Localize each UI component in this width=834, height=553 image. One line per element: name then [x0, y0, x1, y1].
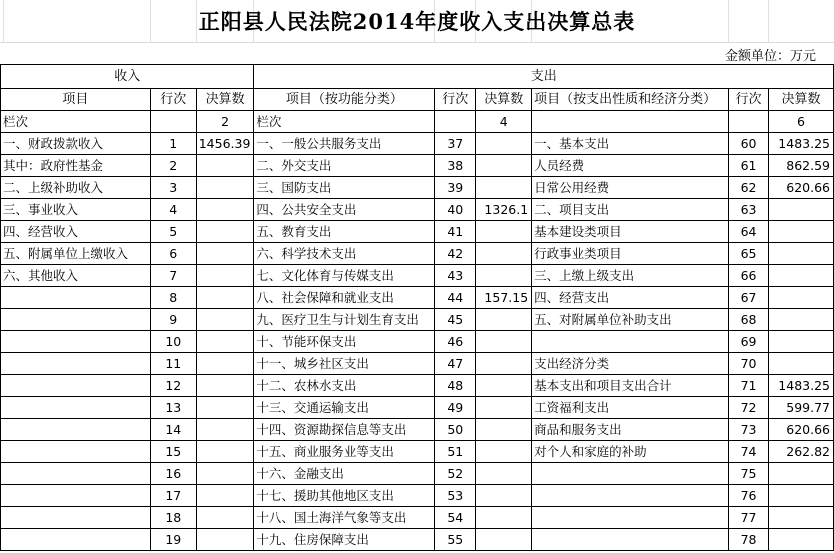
income-amount-cell[interactable]: [196, 507, 254, 529]
table-row: [1, 155, 834, 177]
econ-amount-cell[interactable]: [769, 507, 834, 529]
econ-amount-cell[interactable]: [769, 485, 834, 507]
func-item-cell[interactable]: 七、文化体育与传媒支出: [254, 265, 435, 287]
unit-row: [0, 42, 834, 64]
econ-item-cell[interactable]: 工资福利支出: [532, 397, 729, 419]
func-rowno-cell[interactable]: 47: [435, 353, 476, 375]
func-amount-cell[interactable]: [476, 375, 532, 397]
econ-rowno-cell[interactable]: 62: [729, 177, 769, 199]
econ-rowno-cell[interactable]: 69: [729, 331, 769, 353]
table-row: [1, 463, 834, 485]
column-header-row: [1, 89, 834, 111]
func-rowno-header[interactable]: 行次: [435, 89, 476, 111]
table-row: [1, 375, 834, 397]
income-rowno-cell[interactable]: 8: [150, 287, 196, 309]
econ-rowno-cell[interactable]: 71: [729, 375, 769, 397]
econ-rowno-cell[interactable]: 75: [729, 463, 769, 485]
unit-label: 金额单位：万元: [724, 49, 816, 64]
table-row: [1, 287, 834, 309]
func-amount-cell[interactable]: [476, 177, 532, 199]
econ-rowno-cell[interactable]: 64: [729, 221, 769, 243]
func-rowno-cell[interactable]: 43: [435, 265, 476, 287]
col-index-value[interactable]: 4: [476, 111, 532, 133]
income-rowno-cell[interactable]: 13: [150, 397, 196, 419]
col-index-label[interactable]: 栏次: [254, 111, 435, 133]
func-item-cell[interactable]: 十四、资源勘探信息等支出: [254, 419, 435, 441]
table-row: [1, 485, 834, 507]
title-row: [0, 0, 834, 43]
table-row: [1, 243, 834, 265]
econ-amount-cell[interactable]: 1483.25: [769, 375, 834, 397]
econ-amount-cell[interactable]: 1483.25: [769, 133, 834, 155]
income-rowno-cell[interactable]: 7: [150, 265, 196, 287]
income-rowno-cell[interactable]: 11: [150, 353, 196, 375]
income-item-cell[interactable]: [1, 331, 151, 353]
econ-amount-cell[interactable]: [769, 463, 834, 485]
col-index-cell[interactable]: [435, 111, 476, 133]
func-amount-cell[interactable]: [476, 397, 532, 419]
income-item-cell[interactable]: [1, 529, 151, 551]
col-index-cell[interactable]: [729, 111, 769, 133]
func-amount-cell[interactable]: [476, 507, 532, 529]
func-amount-cell[interactable]: [476, 243, 532, 265]
econ-amount-cell[interactable]: [769, 221, 834, 243]
econ-item-cell[interactable]: 五、对附属单位补助支出: [532, 309, 729, 331]
econ-amount-cell[interactable]: [769, 529, 834, 551]
func-amount-cell[interactable]: [476, 221, 532, 243]
income-amount-cell[interactable]: [196, 265, 254, 287]
func-rowno-cell[interactable]: 44: [435, 287, 476, 309]
income-rowno-cell[interactable]: 4: [150, 199, 196, 221]
income-item-cell[interactable]: [1, 397, 151, 419]
econ-item-cell[interactable]: 三、上缴上级支出: [532, 265, 729, 287]
func-rowno-cell[interactable]: 37: [435, 133, 476, 155]
income-amount-cell[interactable]: [196, 287, 254, 309]
income-item-cell[interactable]: [1, 441, 151, 463]
income-rowno-cell[interactable]: 18: [150, 507, 196, 529]
table-row: [1, 199, 834, 221]
income-item-cell[interactable]: [1, 507, 151, 529]
func-rowno-cell[interactable]: 54: [435, 507, 476, 529]
econ-item-cell[interactable]: [532, 463, 729, 485]
expense-section-header[interactable]: 支出: [254, 65, 834, 89]
func-item-cell[interactable]: 十八、国土海洋气象等支出: [254, 507, 435, 529]
income-item-cell[interactable]: 六、其他收入: [1, 265, 151, 287]
econ-rowno-cell[interactable]: 66: [729, 265, 769, 287]
income-amount-cell[interactable]: [196, 331, 254, 353]
income-item-cell[interactable]: [1, 375, 151, 397]
func-amount-cell[interactable]: [476, 485, 532, 507]
func-amount-cell[interactable]: [476, 265, 532, 287]
income-item-cell[interactable]: [1, 309, 151, 331]
income-rowno-cell[interactable]: 19: [150, 529, 196, 551]
econ-rowno-cell[interactable]: 68: [729, 309, 769, 331]
column-index-row: [1, 111, 834, 133]
income-item-cell[interactable]: 四、经营收入: [1, 221, 151, 243]
func-amount-cell[interactable]: [476, 155, 532, 177]
econ-item-cell[interactable]: 行政事业类项目: [532, 243, 729, 265]
func-item-cell[interactable]: 八、社会保障和就业支出: [254, 287, 435, 309]
table-row: [1, 309, 834, 331]
income-amount-cell[interactable]: [196, 155, 254, 177]
econ-item-cell[interactable]: 一、基本支出: [532, 133, 729, 155]
income-amount-cell[interactable]: [196, 463, 254, 485]
func-rowno-cell[interactable]: 53: [435, 485, 476, 507]
econ-rowno-cell[interactable]: 76: [729, 485, 769, 507]
income-rowno-cell[interactable]: 14: [150, 419, 196, 441]
econ-item-cell[interactable]: 四、经营支出: [532, 287, 729, 309]
econ-item-cell[interactable]: 二、项目支出: [532, 199, 729, 221]
econ-item-cell[interactable]: 基本建设类项目: [532, 221, 729, 243]
func-rowno-cell[interactable]: 38: [435, 155, 476, 177]
func-amount-cell[interactable]: 157.15: [476, 287, 532, 309]
econ-rowno-cell[interactable]: 60: [729, 133, 769, 155]
income-item-cell[interactable]: [1, 463, 151, 485]
income-amount-cell[interactable]: [196, 375, 254, 397]
func-item-cell[interactable]: 五、教育支出: [254, 221, 435, 243]
func-amount-cell[interactable]: [476, 441, 532, 463]
econ-rowno-cell[interactable]: 65: [729, 243, 769, 265]
func-item-cell[interactable]: 四、公共安全支出: [254, 199, 435, 221]
func-rowno-cell[interactable]: 52: [435, 463, 476, 485]
table-row: [1, 529, 834, 551]
income-rowno-cell[interactable]: 10: [150, 331, 196, 353]
income-item-cell[interactable]: [1, 287, 151, 309]
econ-item-cell[interactable]: 商品和服务支出: [532, 419, 729, 441]
income-item-cell[interactable]: [1, 419, 151, 441]
page-title: 正阳县人民法院2014年度收入支出决算总表: [198, 9, 636, 34]
func-amount-cell[interactable]: [476, 353, 532, 375]
func-item-cell[interactable]: 十五、商业服务业等支出: [254, 441, 435, 463]
income-item-header[interactable]: 项目: [1, 89, 151, 111]
func-rowno-cell[interactable]: 55: [435, 529, 476, 551]
func-item-cell[interactable]: 三、国防支出: [254, 177, 435, 199]
income-amount-cell[interactable]: [196, 353, 254, 375]
income-amount-cell[interactable]: 1456.39: [196, 133, 254, 155]
econ-amount-cell[interactable]: [769, 287, 834, 309]
income-rowno-cell[interactable]: 2: [150, 155, 196, 177]
section-header-row: [1, 65, 834, 89]
func-item-cell[interactable]: 十六、金融支出: [254, 463, 435, 485]
func-amount-cell[interactable]: [476, 133, 532, 155]
income-amount-cell[interactable]: [196, 397, 254, 419]
func-amount-cell[interactable]: [476, 331, 532, 353]
econ-amount-cell[interactable]: [769, 199, 834, 221]
table-row: [1, 221, 834, 243]
table-row: [1, 133, 834, 155]
income-rowno-cell[interactable]: 15: [150, 441, 196, 463]
func-item-cell[interactable]: 十三、交通运输支出: [254, 397, 435, 419]
econ-amount-cell[interactable]: [769, 353, 834, 375]
income-rowno-cell[interactable]: 1: [150, 133, 196, 155]
col-index-cell[interactable]: [150, 111, 196, 133]
func-item-cell[interactable]: 二、外交支出: [254, 155, 435, 177]
func-item-cell[interactable]: 六、科学技术支出: [254, 243, 435, 265]
econ-rowno-cell[interactable]: 70: [729, 353, 769, 375]
income-rowno-cell[interactable]: 17: [150, 485, 196, 507]
func-item-cell[interactable]: 十七、援助其他地区支出: [254, 485, 435, 507]
func-rowno-cell[interactable]: 51: [435, 441, 476, 463]
func-item-cell[interactable]: 十一、城乡社区支出: [254, 353, 435, 375]
econ-amount-cell[interactable]: 862.59: [769, 155, 834, 177]
income-amount-header[interactable]: 决算数: [196, 89, 254, 111]
income-rowno-cell[interactable]: 9: [150, 309, 196, 331]
func-rowno-cell[interactable]: 42: [435, 243, 476, 265]
income-item-cell[interactable]: 三、事业收入: [1, 199, 151, 221]
func-item-header[interactable]: 项目（按功能分类）: [254, 89, 435, 111]
budget-table: [0, 64, 834, 551]
income-section-header[interactable]: 收入: [1, 65, 254, 89]
econ-rowno-cell[interactable]: 61: [729, 155, 769, 177]
econ-rowno-cell[interactable]: 77: [729, 507, 769, 529]
table-row: [1, 353, 834, 375]
income-amount-cell[interactable]: [196, 529, 254, 551]
func-amount-cell[interactable]: [476, 419, 532, 441]
econ-rowno-cell[interactable]: 72: [729, 397, 769, 419]
func-rowno-cell[interactable]: 41: [435, 221, 476, 243]
econ-rowno-cell[interactable]: 73: [729, 419, 769, 441]
func-item-cell[interactable]: 九、医疗卫生与计划生育支出: [254, 309, 435, 331]
econ-rowno-cell[interactable]: 74: [729, 441, 769, 463]
func-rowno-cell[interactable]: 49: [435, 397, 476, 419]
income-amount-cell[interactable]: [196, 199, 254, 221]
econ-item-cell[interactable]: [532, 529, 729, 551]
func-amount-cell[interactable]: [476, 529, 532, 551]
func-item-cell[interactable]: 十九、住房保障支出: [254, 529, 435, 551]
income-amount-cell[interactable]: [196, 221, 254, 243]
income-amount-cell[interactable]: [196, 309, 254, 331]
income-item-cell[interactable]: [1, 353, 151, 375]
income-amount-cell[interactable]: [196, 243, 254, 265]
econ-item-cell[interactable]: [532, 507, 729, 529]
income-rowno-cell[interactable]: 3: [150, 177, 196, 199]
func-amount-cell[interactable]: [476, 463, 532, 485]
econ-rowno-header[interactable]: 行次: [729, 89, 769, 111]
income-amount-cell[interactable]: [196, 177, 254, 199]
income-rowno-cell[interactable]: 6: [150, 243, 196, 265]
income-item-cell[interactable]: 其中：政府性基金: [1, 155, 151, 177]
econ-amount-cell[interactable]: [769, 331, 834, 353]
func-rowno-cell[interactable]: 40: [435, 199, 476, 221]
econ-amount-cell[interactable]: [769, 309, 834, 331]
income-item-cell[interactable]: [1, 485, 151, 507]
econ-amount-cell[interactable]: 599.77: [769, 397, 834, 419]
func-item-cell[interactable]: 十、节能环保支出: [254, 331, 435, 353]
table-row: [1, 265, 834, 287]
econ-item-cell[interactable]: [532, 485, 729, 507]
income-rowno-cell[interactable]: 5: [150, 221, 196, 243]
income-item-cell[interactable]: 一、财政拨款收入: [1, 133, 151, 155]
econ-amount-cell[interactable]: [769, 243, 834, 265]
func-amount-header[interactable]: 决算数: [476, 89, 532, 111]
table-row: [1, 441, 834, 463]
col-index-cell[interactable]: [532, 111, 729, 133]
func-rowno-cell[interactable]: 46: [435, 331, 476, 353]
table-row: [1, 331, 834, 353]
func-amount-cell[interactable]: [476, 309, 532, 331]
func-rowno-cell[interactable]: 50: [435, 419, 476, 441]
income-item-cell[interactable]: 二、上级补助收入: [1, 177, 151, 199]
income-amount-cell[interactable]: [196, 441, 254, 463]
econ-rowno-cell[interactable]: 78: [729, 529, 769, 551]
econ-amount-cell[interactable]: [769, 265, 834, 287]
econ-rowno-cell[interactable]: 67: [729, 287, 769, 309]
econ-amount-header[interactable]: 决算数: [769, 89, 834, 111]
income-amount-cell[interactable]: [196, 419, 254, 441]
income-rowno-cell[interactable]: 12: [150, 375, 196, 397]
func-rowno-cell[interactable]: 48: [435, 375, 476, 397]
econ-item-cell[interactable]: 人员经费: [532, 155, 729, 177]
econ-item-cell[interactable]: 支出经济分类: [532, 353, 729, 375]
econ-rowno-cell[interactable]: 63: [729, 199, 769, 221]
func-item-cell[interactable]: 十二、农林水支出: [254, 375, 435, 397]
table-row: [1, 177, 834, 199]
func-amount-cell[interactable]: 1326.1: [476, 199, 532, 221]
income-item-cell[interactable]: 五、附属单位上缴收入: [1, 243, 151, 265]
econ-item-cell[interactable]: 基本支出和项目支出合计: [532, 375, 729, 397]
func-rowno-cell[interactable]: 39: [435, 177, 476, 199]
func-rowno-cell[interactable]: 45: [435, 309, 476, 331]
income-amount-cell[interactable]: [196, 485, 254, 507]
econ-item-header[interactable]: 项目（按支出性质和经济分类）: [532, 89, 729, 111]
table-row: [1, 397, 834, 419]
col-index-value[interactable]: 2: [196, 111, 254, 133]
econ-item-cell[interactable]: 日常公用经费: [532, 177, 729, 199]
col-index-value[interactable]: 6: [769, 111, 834, 133]
table-row: [1, 507, 834, 529]
econ-item-cell[interactable]: 对个人和家庭的补助: [532, 441, 729, 463]
table-row: [1, 419, 834, 441]
func-item-cell[interactable]: 一、一般公共服务支出: [254, 133, 435, 155]
econ-item-cell[interactable]: [532, 331, 729, 353]
econ-amount-cell[interactable]: 620.66: [769, 177, 834, 199]
col-index-label[interactable]: 栏次: [1, 111, 151, 133]
income-rowno-header[interactable]: 行次: [150, 89, 196, 111]
income-rowno-cell[interactable]: 16: [150, 463, 196, 485]
econ-amount-cell[interactable]: 262.82: [769, 441, 834, 463]
econ-amount-cell[interactable]: 620.66: [769, 419, 834, 441]
